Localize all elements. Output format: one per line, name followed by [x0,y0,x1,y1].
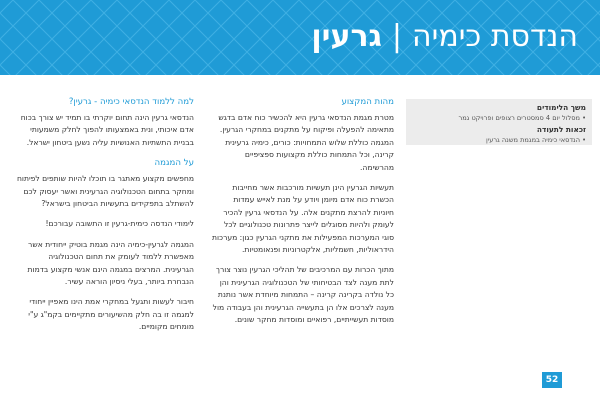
page-number: 52 [542,372,562,388]
duration-item: • מסלול יום 4 סמסטרים רצופים ופרויקט גמר [458,114,586,122]
duration-heading: משך הלימודים [536,103,586,112]
profession-paragraph-2: תעשיות הגרעין הינן תעשיות מורכבות אשר מחייבות הכשרת כוח אדם מיומן ויודע על מנת לאייש עמדות חיוניות להרצת מתקנים אלה. על הנדסאי גרעין להכיר לעומק ולהיות מסוגלים לייצר פתרונות טכנולוגיים לכל סוגי המערכות המפעילות את מתקני הגרעין כגון: מערכות הידראוליות, חשמליות, אלקטרוניות ופנאומטיות. [212,183,394,255]
why-paragraph-1: הנדסאי גרעין הינה תחום יוקרתי בו תמיד יש צורך בכוח אדם איכותי, ונית באמצעותו להפוך לחלק משמעותי בבניית התשתיות האנושיות עליה נשען ביטחון ישראל. [20,113,194,147]
profession-paragraph-1: מטרת מגמת הנדסאי גרעין היא להכשיר כוח אדם בדגש מתאימה להפעלה ופיקוח על מתקנים במחקרי הגרעין. המגמה כוללת שלוש התמחויות: כורים, כימיה גרעינית קרינה, וכל התמחות כוללת מקצועות ספציפיים מהרשימה. [218,113,394,172]
profession-paragraph-3: מתוך הכרות עם המרכיבים של תהליכי הגרעין נוצר צורך לתת מענה לצד הבטיחותי של הטכנולוגיה הגרעינית והן כל נולדה בקרינה קרינה – התמחות מיוחדת אשר נותנת מענה לצרכים אלו הן בתעשייה הגרעינית והן בעבודה מול מוסדות תעשייתיים, רפואיים ומוסדות מחקר שונים. [212,265,394,325]
page-title [311,16,578,58]
title-emphasis: גרעין [311,19,382,54]
why-column [16,96,194,342]
certificate-item: • הנדסאי כימיה במגמת משנה גרעין [485,136,586,144]
why-heading: למה ללמוד הנדסאי כימיה - גרעין? [68,97,194,107]
about-paragraph-3: המגמה לגרעין-כימיה הינה מגמת בוטיק ייחודית אשר מאפשרת ללמוד לעומק את תחום הטכנולוגיה הגרעינית. המרצים במגמה הינם אנשי מקצוע בדמות הנבחרת ביותר, בעלי ניסיון הוראה עשיר. [27,239,194,287]
title-main: הנדסת כימיה [412,19,578,54]
about-paragraph-4: חיבור לעשות ותגעל במחקרי אמת הינו מאפיין ייחודי למגמה זו בה חלק מהשיעורים מתקיימים בקמ"ג ע"י מומחים מקומיים. [28,297,194,332]
certificate-heading: זכאות לתעודה [536,125,586,134]
about-heading: על המגמה [154,158,194,169]
profession-column [212,96,394,335]
title-separator: | [391,19,403,54]
about-paragraph-1: מחפשים מקצוע מאתגר בו תוכלו להיות שותפים לפיתוח ומחקר בתחום הטכנולוגיה הגרעינית ואשר יעסוק לכם להשתלב בתפקידים בתעשיות הביטחון בישראל? [16,174,194,209]
info-box [406,99,592,145]
profession-heading: מהות המקצוע [341,97,394,107]
header-banner [0,0,600,75]
about-paragraph-2: לימודי הנדסה כימית-גרעין זו התשובה עבורכם! [45,219,194,229]
